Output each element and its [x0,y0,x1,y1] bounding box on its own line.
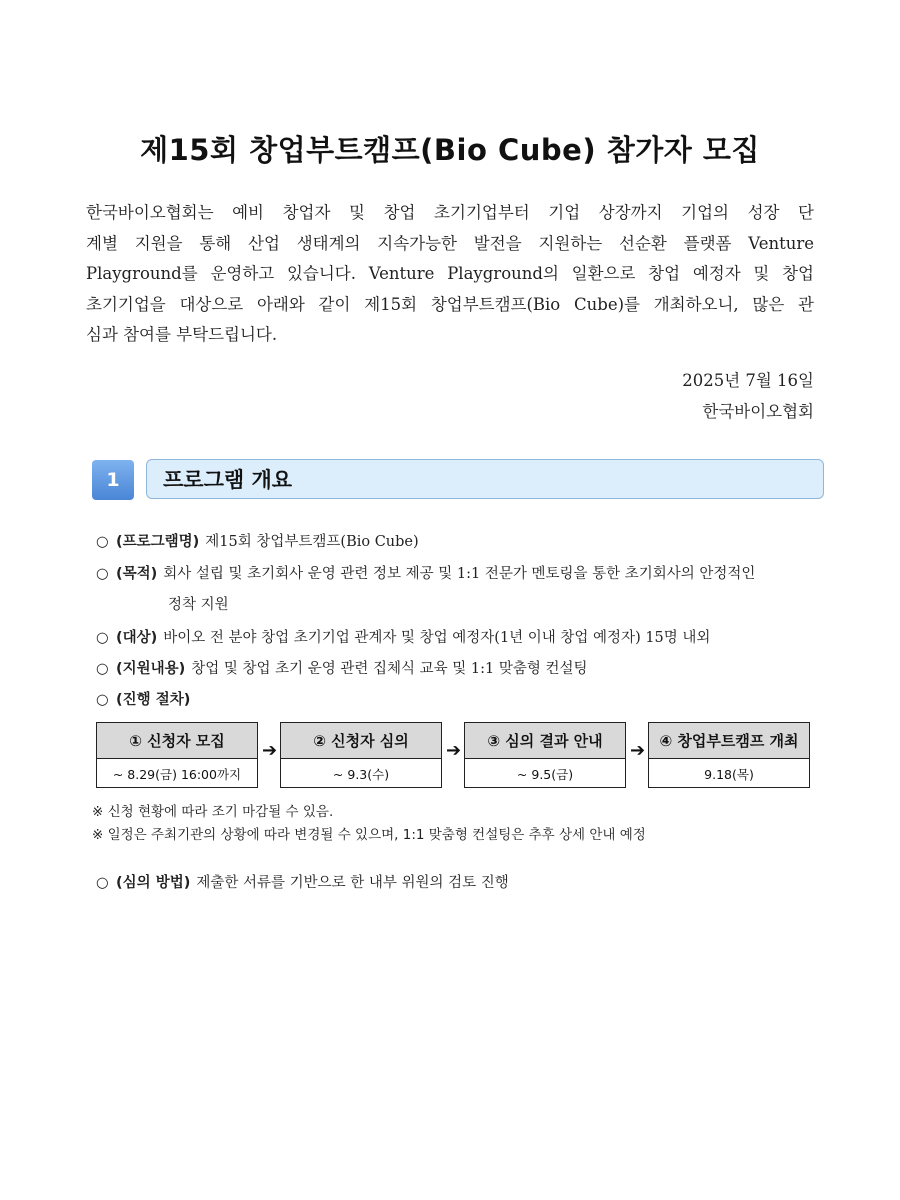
intro-paragraph [86,198,814,351]
list-item-review-method [96,871,509,892]
bullet-icon: ○ [96,692,109,708]
item-label: (진행 절차) [116,692,191,708]
procedure-step-2 [280,722,442,788]
intro-line: Playground를 운영하고 있습니다. Venture Playground의 일환으로 창업 예정자 및 창업 [86,264,814,283]
intro-line: 계별 지원을 통해 산업 생태계의 지속가능한 발전을 지원하는 선순환 플랫폼 Venture [86,233,814,253]
bullet-icon: ○ [96,630,109,646]
item-label: (대상) [116,630,158,646]
bullet-icon: ○ [96,875,109,891]
section-number-badge: 1 [92,460,134,500]
list-item-purpose [96,562,755,583]
list-item-purpose-continuation: 정착 지원 [168,597,229,613]
item-text: 바이오 전 분야 창업 초기기업 관계자 및 창업 예정자(1년 이내 창업 예정자) 15명 내외 [163,630,711,646]
intro-line: 한국바이오협회는 예비 창업자 및 창업 초기기업부터 기업 상장까지 기업의 성장 단 [86,203,814,222]
list-item-procedure [96,688,196,709]
step-title: ③ 심의 결과 안내 [465,723,625,759]
intro-line: 심과 참여를 부탁드립니다. [86,325,278,344]
arrow-right-icon: ➔ [446,740,462,761]
step-title: ① 신청자 모집 [97,723,257,759]
item-text: 제15회 창업부트캠프(Bio Cube) [205,534,419,550]
procedure-step-3 [464,722,626,788]
step-title: ② 신청자 심의 [281,723,441,759]
item-text: 제출한 서류를 기반으로 한 내부 위원의 검토 진행 [196,875,509,891]
step-date: 9.18(목) [704,766,754,782]
section-title: 프로그램 개요 [146,459,824,499]
item-text: 창업 및 창업 초기 운영 관련 집체식 교육 및 1:1 맞춤형 컨설팅 [191,661,588,677]
item-label: (목적) [116,566,158,582]
note-schedule-change: ※ 일정은 주최기관의 상황에 따라 변경될 수 있으며, 1:1 맞춤형 컨설팅은 추후 상세 안내 예정 [92,827,646,843]
item-label: (심의 방법) [116,875,191,891]
item-label: (지원내용) [116,661,186,677]
procedure-step-1 [96,722,258,788]
intro-line: 초기기업을 대상으로 아래와 같이 제15회 창업부트캠프(Bio Cube)를 개최하오니, 많은 관 [86,294,814,314]
bullet-icon: ○ [96,661,109,677]
bullet-icon: ○ [96,534,109,550]
item-label: (프로그램명) [116,534,200,550]
list-item-program-name [96,530,419,551]
issue-date: 2025년 7월 16일 [682,371,814,390]
list-item-target [96,626,710,647]
page-title: 제15회 창업부트캠프(Bio Cube) 참가자 모집 [140,133,760,167]
arrow-right-icon: ➔ [262,740,278,761]
bullet-icon: ○ [96,566,109,582]
step-title: ④ 창업부트캠프 개최 [649,723,809,759]
step-date: ~ 8.29(금) 16:00까지 [112,766,242,782]
step-date: ~ 9.3(수) [332,766,390,782]
organization-name: 한국바이오협회 [702,402,814,421]
note-early-close: ※ 신청 현황에 따라 조기 마감될 수 있음. [92,804,334,820]
arrow-right-icon: ➔ [630,740,646,761]
list-item-support [96,657,588,678]
item-text: 회사 설립 및 초기회사 운영 관련 정보 제공 및 1:1 전문가 멘토링을 통한 초기회사의 안정적인 [163,566,756,582]
step-date: ~ 9.5(금) [516,766,574,782]
procedure-step-4 [648,722,810,788]
